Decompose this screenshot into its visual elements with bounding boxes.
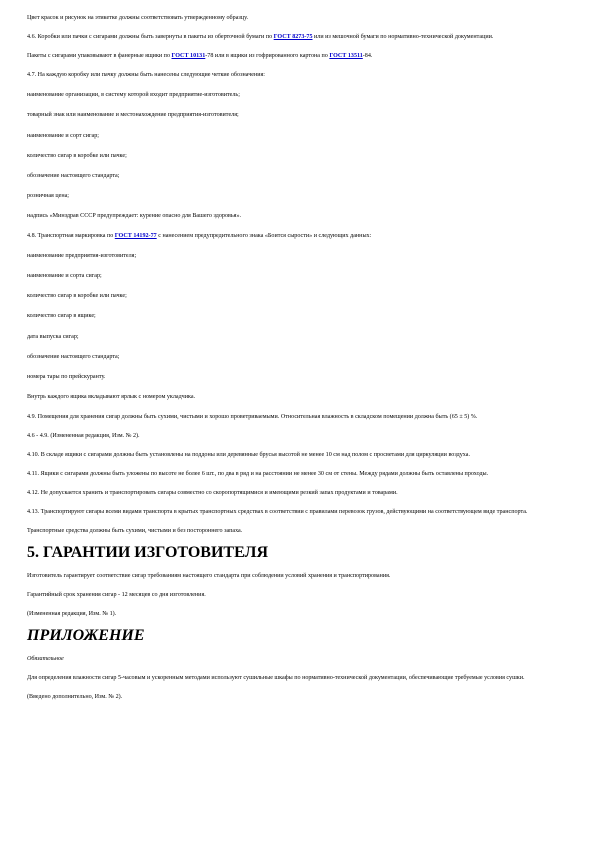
- list-item: количество сигар в коробке или пачке;: [27, 293, 127, 300]
- list-item: товарный знак или наименование и местонахождение предприятия-изготовителя;: [27, 112, 239, 119]
- list-item: наименование и сорта сигар;: [27, 273, 102, 280]
- gost-link[interactable]: ГОСТ 14192-77: [114, 233, 157, 240]
- paragraph: 4.7. На каждую коробку или пачку должны быть нанесены следующие четкие обозначения:: [27, 72, 266, 79]
- gost-link[interactable]: ГОСТ 13511: [329, 53, 363, 60]
- list-item: дата выпуска сигар;: [27, 333, 79, 340]
- gost-link[interactable]: ГОСТ 8273-75: [273, 34, 313, 41]
- list-item: количество сигар в коробке или пачке;: [27, 152, 127, 159]
- paragraph-packaging: [27, 52, 572, 61]
- text: 4.6. Коробки или пачки с сигарами должны быть завернуты в пакеты из оберточной бумаги по: [27, 34, 274, 41]
- paragraph: 4.10. В складе ящики с сигарами должны быть установлены на поддоны или деревянные брусья высотой не менее 10 см над полом с просветами для циркуляции воздуха.: [27, 452, 470, 459]
- list-item: надпись «Минздрав СССР предупреждает: курение опасно для Вашего здоровья».: [27, 212, 242, 219]
- gost-link[interactable]: ГОСТ 10131: [171, 53, 206, 60]
- paragraph: Цвет красок и рисунок на этикетке должны соответствовать утвержденному образцу.: [27, 15, 249, 21]
- paragraph: Внутрь каждого ящика вкладывают ярлык с номером укладчика.: [27, 393, 196, 400]
- appendix-heading: ПРИЛОЖЕНИЕ: [27, 626, 145, 644]
- appendix-subtitle: Обязательное: [27, 655, 64, 662]
- list-item: обозначение настоящего стандарта;: [27, 353, 120, 360]
- paragraph: 4.12. Не допускается хранить и транспортировать сигары совместно со скоропортящимися и имеющими резкий запах продуктами и товарами.: [27, 490, 398, 497]
- list-item: наименование организации, в систему которой входит предприятие-изготовитель;: [27, 92, 240, 99]
- paragraph: 4.11. Ящики с сигарами должны быть уложены по высоте не более 6 шт., по два в ряд и на расстоянии не менее 30 см от стены. Между рядами должны быть оставлены проходы.: [27, 471, 489, 478]
- paragraph-4-6: [27, 33, 572, 42]
- text: Пакеты с сигарами упаковывают в фанерные ящики по: [27, 53, 172, 60]
- text: 4.8. Транспортная маркировка по: [27, 233, 115, 240]
- paragraph-4-8: [27, 232, 572, 241]
- document-page: [27, 14, 572, 702]
- list-item: номера тары по прейскуранту.: [27, 373, 106, 380]
- list-item: количество сигар в ящике;: [27, 313, 96, 320]
- paragraph: 4.13. Транспортируют сигары всеми видами транспорта в крытых транспортных средствах в соответствии с правилами перевозок грузов, действующими на соответствующем виде транспорта.: [27, 509, 528, 516]
- section-heading: 5. ГАРАНТИИ ИЗГОТОВИТЕЛЯ: [27, 544, 269, 562]
- paragraph: Гарантийный срок хранения сигар - 12 месяцев со дня изготовления.: [27, 592, 206, 599]
- list-item: наименование и сорт сигар;: [27, 132, 99, 139]
- paragraph: (Введено дополнительно, Изм. № 2).: [27, 694, 123, 700]
- paragraph: 4.9. Помещения для хранения сигар должны быть сухими, чистыми и хорошо проветриваемыми. Относительная влажность в складском помещении должна быть (65 ± 5) %.: [27, 413, 478, 420]
- text: -84.: [362, 53, 373, 60]
- list-item: обозначение настоящего стандарта;: [27, 172, 120, 179]
- list-item: наименование предприятия-изготовителя;: [27, 253, 137, 260]
- text: или из мешочной бумаги по нормативно-технической документации.: [312, 34, 494, 41]
- text: с нанесением предупредительного знака «Боится сырости» и следующих данных:: [156, 233, 372, 240]
- paragraph: (Измененная редакция, Изм. № 1).: [27, 611, 117, 618]
- paragraph: Изготовитель гарантирует соответствие сигар требованиям настоящего стандарта при соблюдении условий хранения и транспортирования.: [27, 573, 391, 580]
- paragraph: 4.6 - 4.9. (Измененная редакция, Изм. № 2).: [27, 432, 140, 439]
- paragraph: Для определения влажности сигар 5-часовым и ускоренным методами используют сушильные шкафы по нормативно-технической документации, обеспечивающие требуемые условия сушки.: [27, 674, 525, 681]
- paragraph: Транспортные средства должны быть сухими, чистыми и без постороннего запаха.: [27, 528, 243, 535]
- list-item: розничная цена;: [27, 192, 70, 199]
- text: -78 или в ящики из гофрированного картона по: [205, 53, 330, 60]
